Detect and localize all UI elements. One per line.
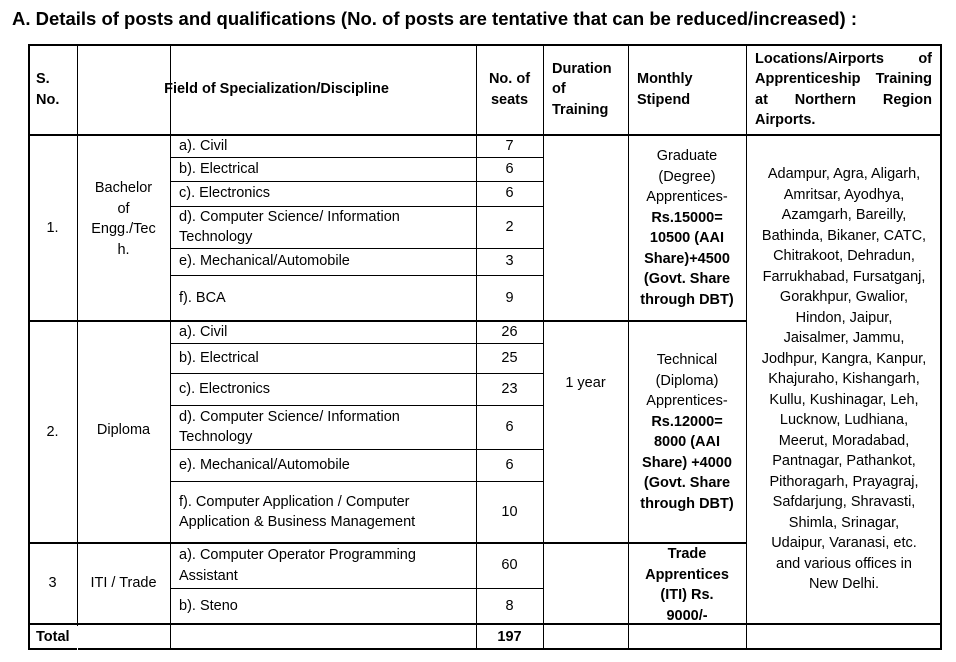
stipend-normal-line: (Diploma): [655, 372, 719, 389]
header-locations: [746, 44, 942, 135]
sub-discipline-line: Technology: [179, 429, 253, 445]
group-category: [77, 543, 170, 624]
seats-value-text: 2: [505, 218, 514, 235]
group-category-line: Diploma: [96, 422, 151, 438]
sub-discipline-label: [170, 135, 476, 157]
stipend-bold-line: Rs.12000=: [651, 413, 723, 430]
header-stipend-line: Stipend: [637, 91, 691, 108]
header-locations-text: [755, 49, 932, 131]
stipend-bold-line: Share)+4500: [644, 250, 730, 267]
stipend-bold-line: through DBT): [640, 495, 734, 512]
group-category-line: of: [117, 200, 130, 217]
header-locations-line: [755, 110, 932, 131]
sub-discipline-label: [170, 373, 476, 405]
group-stipend-text: [645, 544, 729, 626]
stipend-bold-line: Rs.15000=: [651, 209, 723, 226]
seats-value-text: 6: [505, 456, 514, 473]
header-duration-line: Training: [552, 101, 609, 118]
header-duration-line: Duration: [552, 60, 612, 77]
group-category-line: h.: [117, 241, 130, 258]
sub-discipline-label: [170, 181, 476, 206]
seats-value: [476, 588, 543, 624]
group-stipend: [628, 321, 746, 543]
sub-discipline-text: [179, 407, 400, 448]
sub-discipline-line: Technology: [179, 229, 253, 245]
locations-cell: [746, 135, 942, 624]
group-sno-text: 3: [48, 575, 57, 592]
header-sno-text: [36, 69, 59, 110]
seats-value-text: 9: [505, 289, 514, 306]
sub-discipline-text: a). Civil: [179, 323, 228, 340]
locations-line: Meerut, Moradabad,: [778, 432, 910, 449]
header-seats-line: No. of: [488, 71, 531, 87]
sub-discipline-label: [170, 206, 476, 248]
seats-value: [476, 373, 543, 405]
seats-value-text: 6: [505, 418, 514, 435]
sub-discipline-text: c). Electronics: [179, 380, 271, 397]
stipend-normal-line: Apprentices-: [646, 393, 728, 409]
sub-discipline-text: b). Electrical: [179, 160, 259, 177]
stipend-bold-line: (Govt. Share: [643, 475, 731, 491]
group-sno: [28, 543, 77, 624]
stipend-bold-line: 8000 (AAI: [653, 434, 721, 450]
seats-value-text: 6: [505, 185, 514, 202]
header-locations-word: at: [755, 91, 768, 108]
header-locations-word: Region: [882, 91, 932, 108]
seats-value: [476, 321, 543, 343]
header-sno-line: No.: [36, 91, 60, 108]
header-duration-line: of: [552, 81, 566, 98]
group-category-line: Engg./Tec: [91, 221, 156, 237]
sub-discipline-label: [170, 449, 476, 481]
header-locations-line: [755, 90, 932, 111]
sub-discipline-text: f). BCA: [179, 289, 226, 306]
sub-discipline-text: [179, 207, 400, 248]
header-stipend-line: Monthly: [637, 71, 693, 87]
seats-value: [476, 449, 543, 481]
sub-discipline-text: a). Civil: [179, 137, 228, 154]
sub-discipline-text: c). Electronics: [179, 185, 271, 202]
locations-text: [762, 164, 926, 595]
seats-value: [476, 275, 543, 321]
header-locations-word: Northern: [794, 91, 856, 108]
header-duration-text: [552, 59, 612, 121]
stipend-bold-line: 9000/-: [666, 607, 708, 624]
seats-value: [476, 405, 543, 449]
sub-discipline-text: e). Mechanical/Automobile: [179, 253, 350, 270]
group-sno-text: 1.: [46, 219, 59, 236]
group-category: [77, 135, 170, 321]
header-duration: [543, 44, 628, 135]
group-category-line: ITI / Trade: [90, 575, 157, 592]
locations-line: Pantnagar, Pathankot,: [772, 453, 916, 469]
seats-value: [476, 481, 543, 543]
locations-line: and various offices in: [776, 555, 912, 572]
stipend-bold-line: 10500 (AAI: [649, 230, 725, 246]
seats-value-text: 23: [501, 380, 518, 397]
sub-discipline-text: [179, 492, 415, 533]
header-locations-line: [755, 49, 932, 70]
group-sno: [28, 321, 77, 543]
sub-discipline-label: [170, 321, 476, 343]
seats-value-text: 8: [505, 597, 514, 614]
header-locations-word: Airports.: [755, 112, 816, 128]
locations-line: Bathinda, Bikaner, CATC,: [761, 227, 927, 244]
header-sno-line: S.: [36, 71, 50, 87]
header-locations-word: Locations/Airports: [755, 50, 884, 67]
duration-text: 1 year: [565, 374, 606, 391]
group-category-text: [90, 573, 156, 594]
header-locations-word: Training: [875, 71, 932, 87]
stipend-bold-line: Apprentices: [645, 566, 729, 583]
seats-value: [476, 343, 543, 373]
header-stipend-text: [637, 69, 693, 110]
sub-discipline-line: a). Computer Operator Programming: [179, 547, 416, 563]
stipend-bold-line: Share) +4000: [642, 454, 732, 471]
group-stipend: [628, 543, 746, 624]
sub-discipline-label: [170, 543, 476, 588]
seats-value: [476, 543, 543, 588]
seats-value-text: 7: [505, 137, 514, 154]
group-category: [77, 321, 170, 543]
header-seats-text: [489, 69, 530, 110]
locations-line: Lucknow, Ludhiana,: [779, 412, 909, 428]
locations-line: Gorakhpur, Gwalior,: [779, 289, 909, 305]
sub-discipline-label: [170, 157, 476, 181]
seats-value-text: 26: [501, 323, 518, 340]
sub-discipline-line: Assistant: [179, 567, 238, 584]
stipend-bold-line: through DBT): [640, 291, 734, 308]
locations-line: Safdarjung, Shravasti,: [772, 494, 916, 510]
locations-line: Hindon, Jaipur,: [795, 309, 893, 326]
section-heading: A. Details of posts and qualifications (No. of posts are tentative that can be reduced/increased) :: [12, 8, 858, 29]
locations-line: Azamgarh, Bareilly,: [781, 207, 907, 223]
sub-discipline-text: [179, 545, 416, 586]
seats-value: [476, 135, 543, 157]
stipend-normal-line: (Degree): [658, 168, 716, 185]
total-seats: [476, 624, 543, 650]
sub-discipline-label: [170, 343, 476, 373]
group-stipend: [628, 135, 746, 321]
header-locations-line: [755, 69, 932, 90]
stipend-normal-line: Graduate: [656, 148, 718, 164]
sub-discipline-text: e). Mechanical/Automobile: [179, 456, 350, 473]
seats-value: [476, 248, 543, 275]
group-sno-text: 2.: [46, 423, 59, 440]
locations-line: Udaipur, Varanasi, etc.: [771, 535, 917, 551]
seats-value: [476, 157, 543, 181]
seats-value-text: 10: [501, 503, 518, 520]
locations-line: Pithoragarh, Prayagraj,: [769, 473, 919, 490]
seats-value-text: 3: [505, 253, 514, 270]
stipend-bold-line: Trade: [667, 546, 707, 562]
group-stipend-text: [640, 350, 733, 514]
sub-discipline-label: [170, 588, 476, 624]
header-seats-line: seats: [490, 91, 529, 108]
seats-value-text: 25: [501, 349, 518, 366]
locations-line: Chitrakoot, Dehradun,: [773, 248, 915, 264]
seats-value-text: 60: [501, 557, 518, 574]
locations-line: Adampur, Agra, Aligarh,: [767, 166, 921, 182]
locations-line: Jodhpur, Kangra, Kanpur,: [761, 350, 927, 367]
locations-line: Shimla, Srinagar,: [788, 514, 900, 531]
duration-cell: [543, 135, 628, 624]
sub-discipline-line: f). Computer Application / Computer: [179, 493, 410, 510]
sub-discipline-line: d). Computer Science/ Information: [179, 208, 400, 225]
stipend-normal-line: Apprentices-: [646, 189, 728, 205]
total-label-text: Total: [36, 628, 70, 645]
header-sno: [28, 44, 77, 135]
seats-value: [476, 206, 543, 248]
header-field: [77, 44, 476, 135]
locations-line: New Delhi.: [808, 576, 880, 592]
stipend-normal-line: Technical: [656, 352, 718, 368]
stipend-bold-line: (Govt. Share: [643, 271, 731, 287]
header-field-text: Field of Specialization/Discipline: [164, 81, 389, 98]
locations-line: Jaisalmer, Jammu,: [783, 330, 905, 346]
sub-discipline-line: d). Computer Science/ Information: [179, 408, 400, 425]
locations-line: Khajuraho, Kishangarh,: [768, 371, 920, 387]
stipend-bold-line: (ITI) Rs.: [660, 587, 714, 603]
sub-discipline-text: b). Steno: [179, 597, 238, 614]
header-locations-word: Apprenticeship: [755, 71, 861, 87]
seats-value-text: 6: [505, 160, 514, 177]
locations-line: Farrukhabad, Fursatganj,: [762, 268, 926, 285]
total-row-merge: [77, 626, 78, 650]
header-stipend: [628, 44, 746, 135]
group-stipend-text: [640, 146, 733, 310]
group-sno: [28, 135, 77, 321]
sub-discipline-label: [170, 481, 476, 543]
sub-discipline-line: Application & Business Management: [179, 514, 416, 530]
group-category-text: [91, 178, 156, 260]
header-locations-word: of: [918, 50, 932, 67]
seats-value: [476, 181, 543, 206]
locations-line: Amritsar, Ayodhya,: [783, 186, 905, 203]
total-seats-text: 197: [497, 628, 522, 645]
group-category-line: Bachelor: [94, 180, 153, 196]
sub-discipline-text: b). Electrical: [179, 349, 259, 366]
total-label: [28, 624, 170, 650]
locations-line: Kullu, Kushinagar, Leh,: [769, 391, 919, 408]
header-seats: [476, 44, 543, 135]
sub-discipline-label: [170, 275, 476, 321]
sub-discipline-label: [170, 248, 476, 275]
sub-discipline-label: [170, 405, 476, 449]
group-category-text: [97, 420, 150, 441]
